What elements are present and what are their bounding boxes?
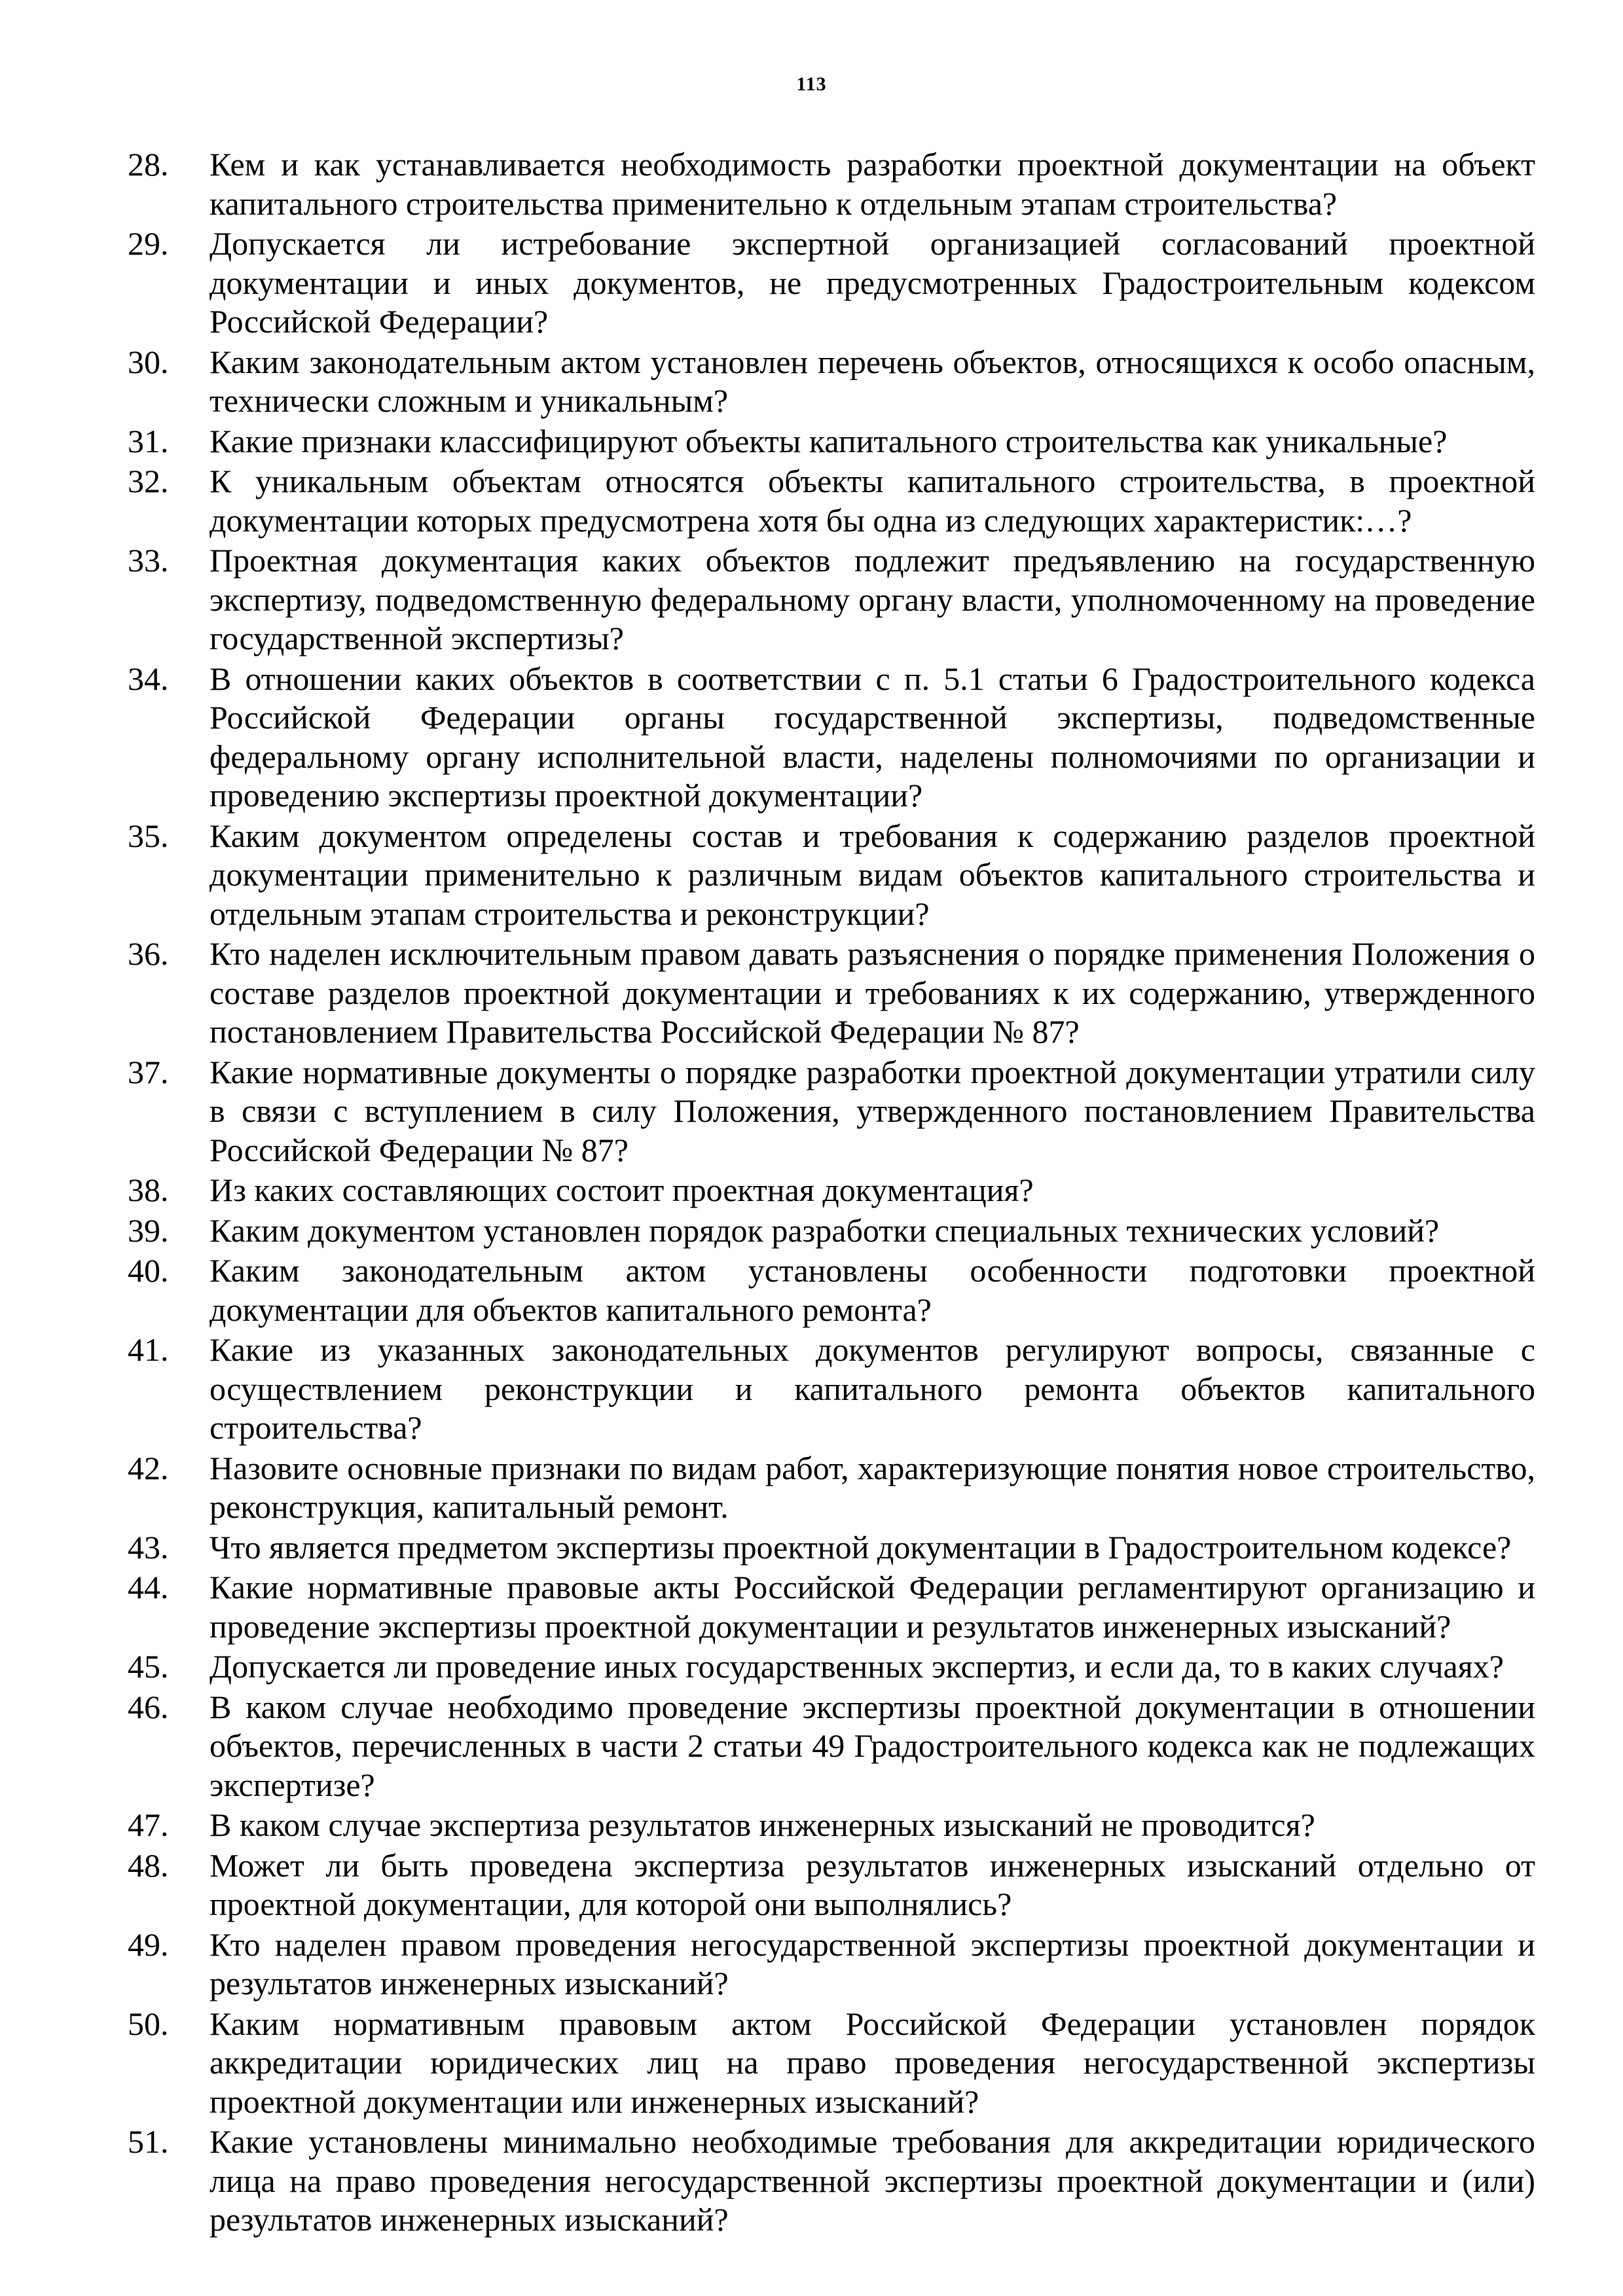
question-text: Какие нормативные документы о порядке разработки проектной документации утратили силу в связи с вступлением в силу Положения, утвержденного постановлением Правительства Российской Федерации № 87? <box>210 1053 1535 1168</box>
question-list <box>128 145 1535 2241</box>
question-number: 38. <box>128 1172 169 1208</box>
question-text: Каким нормативным правовым актом Российской Федерации установлен порядок аккредитации юридических лиц на право проведения негосударственной экспертизы проектной документации или инженерных изысканий? <box>210 2005 1535 2120</box>
question-51 <box>128 2123 1535 2240</box>
question-text: Проектная документация каких объектов подлежит предъявлению на государственную экспертизу, подведомственную федеральному органу власти, уполномоченному на проведение государственной экспертизы? <box>210 542 1535 656</box>
question-text: Каким законодательным актом установлены особенности подготовки проектной документации для объектов капитального ремонта? <box>210 1252 1535 1328</box>
question-number: 40. <box>128 1252 169 1289</box>
question-text: В каком случае экспертиза результатов инженерных изысканий не проводится? <box>210 1806 1315 1843</box>
question-number: 51. <box>128 2123 169 2160</box>
question-number: 28. <box>128 146 169 183</box>
question-number: 39. <box>128 1211 169 1249</box>
question-31 <box>128 422 1535 461</box>
question-number: 47. <box>128 1806 169 1843</box>
question-number: 46. <box>128 1688 169 1725</box>
question-number: 30. <box>128 343 169 380</box>
question-text: Назовите основные признаки по видам работ, характеризующие понятия новое строительство, реконструкция, капитальный ремонт. <box>210 1449 1535 1525</box>
question-42 <box>128 1449 1535 1527</box>
question-number: 29. <box>128 225 169 262</box>
question-text: Кто наделен правом проведения негосударственной экспертизы проектной документации и результатов инженерных изысканий? <box>210 1926 1535 2001</box>
question-text: В каком случае необходимо проведение экспертизы проектной документации в отношении объектов, перечисленных в части 2 статьи 49 Градостроительного кодекса как не подлежащих экспертизе? <box>210 1688 1535 1803</box>
question-text: Кем и как устанавливается необходимость разработки проектной документации на объект капитального строительства применительно к отдельным этапам строительства? <box>210 146 1535 222</box>
question-text: Каким документом установлен порядок разработки специальных технических условий? <box>210 1211 1440 1249</box>
page-number: 113 <box>796 73 827 95</box>
question-number: 43. <box>128 1528 169 1566</box>
question-number: 49. <box>128 1926 169 1963</box>
question-number: 50. <box>128 2005 169 2042</box>
question-number: 37. <box>128 1053 169 1090</box>
question-text: Из каких составляющих состоит проектная документация? <box>210 1172 1034 1208</box>
question-text: Какие признаки классифицируют объекты капитального строительства как уникальные? <box>210 422 1448 459</box>
question-45 <box>128 1647 1535 1687</box>
question-50 <box>128 2005 1535 2122</box>
question-32 <box>128 462 1535 540</box>
question-text: Какие из указанных законодательных документов регулируют вопросы, связанные с осуществлением реконструкции и капитального ремонта объектов капитального строительства? <box>210 1331 1535 1446</box>
question-text: Какие нормативные правовые акты Российской Федерации регламентируют организацию и проведение экспертизы проектной документации и результатов инженерных изысканий? <box>210 1569 1535 1645</box>
question-number: 31. <box>128 422 169 459</box>
question-38 <box>128 1171 1535 1210</box>
question-text: Каким документом определены состав и требования к содержанию разделов проектной документации применительно к различным видам объектов капитального строительства и отдельным этапам строительства и реконструкции? <box>210 817 1535 932</box>
question-text: Допускается ли проведение иных государственных экспертиз, и если да, то в каких случаях? <box>210 1648 1504 1685</box>
question-29 <box>128 224 1535 342</box>
question-number: 36. <box>128 935 169 972</box>
question-39 <box>128 1211 1535 1251</box>
question-text: К уникальным объектам относятся объекты капитального строительства, в проектной документации которых предусмотрена хотя бы одна из следующих характеристик:…? <box>210 463 1535 539</box>
question-47 <box>128 1806 1535 1845</box>
question-text: Допускается ли истребование экспертной организацией согласований проектной документации и иных документов, не предусмотренных Градостроительным кодексом Российской Федерации? <box>210 225 1535 340</box>
question-number: 45. <box>128 1648 169 1685</box>
question-49 <box>128 1926 1535 2003</box>
question-text: Каким законодательным актом установлен перечень объектов, относящихся к особо опасным, технически сложным и уникальным? <box>210 343 1535 419</box>
question-number: 32. <box>128 463 169 499</box>
question-number: 42. <box>128 1449 169 1486</box>
question-number: 48. <box>128 1846 169 1884</box>
question-43 <box>128 1528 1535 1568</box>
question-34 <box>128 660 1535 816</box>
question-text: В отношении каких объектов в соответствии с п. 5.1 статьи 6 Градостроительного кодекса Российской Федерации органы государственной экспертизы, подведомственные федеральному органу исполнительной власти, наделены полномочиями по организации и проведению экспертизы проектной документации? <box>210 660 1535 814</box>
question-44 <box>128 1568 1535 1646</box>
question-30 <box>128 343 1535 421</box>
question-number: 44. <box>128 1569 169 1605</box>
question-text: Может ли быть проведена экспертиза результатов инженерных изысканий отдельно от проектной документации, для которой они выполнялись? <box>210 1846 1535 1922</box>
question-40 <box>128 1251 1535 1329</box>
question-33 <box>128 541 1535 658</box>
question-35 <box>128 817 1535 934</box>
question-number: 33. <box>128 542 169 579</box>
question-36 <box>128 935 1535 1052</box>
question-text: Какие установлены минимально необходимые требования для аккредитации юридического лица на право проведения негосударственной экспертизы проектной документации и (или) результатов инженерных изысканий? <box>210 2123 1535 2238</box>
question-number: 41. <box>128 1331 169 1368</box>
question-number: 34. <box>128 660 169 697</box>
question-text: Что является предметом экспертизы проектной документации в Градостроительном кодексе? <box>210 1528 1512 1566</box>
question-46 <box>128 1688 1535 1805</box>
question-48 <box>128 1846 1535 1924</box>
question-number: 35. <box>128 817 169 854</box>
question-28 <box>128 145 1535 223</box>
question-41 <box>128 1331 1535 1448</box>
question-37 <box>128 1053 1535 1170</box>
question-text: Кто наделен исключительным правом давать разъяснения о порядке применения Положения о составе разделов проектной документации и требованиях к их содержанию, утвержденного постановлением Правительства Российской Федерации № 87? <box>210 935 1535 1050</box>
